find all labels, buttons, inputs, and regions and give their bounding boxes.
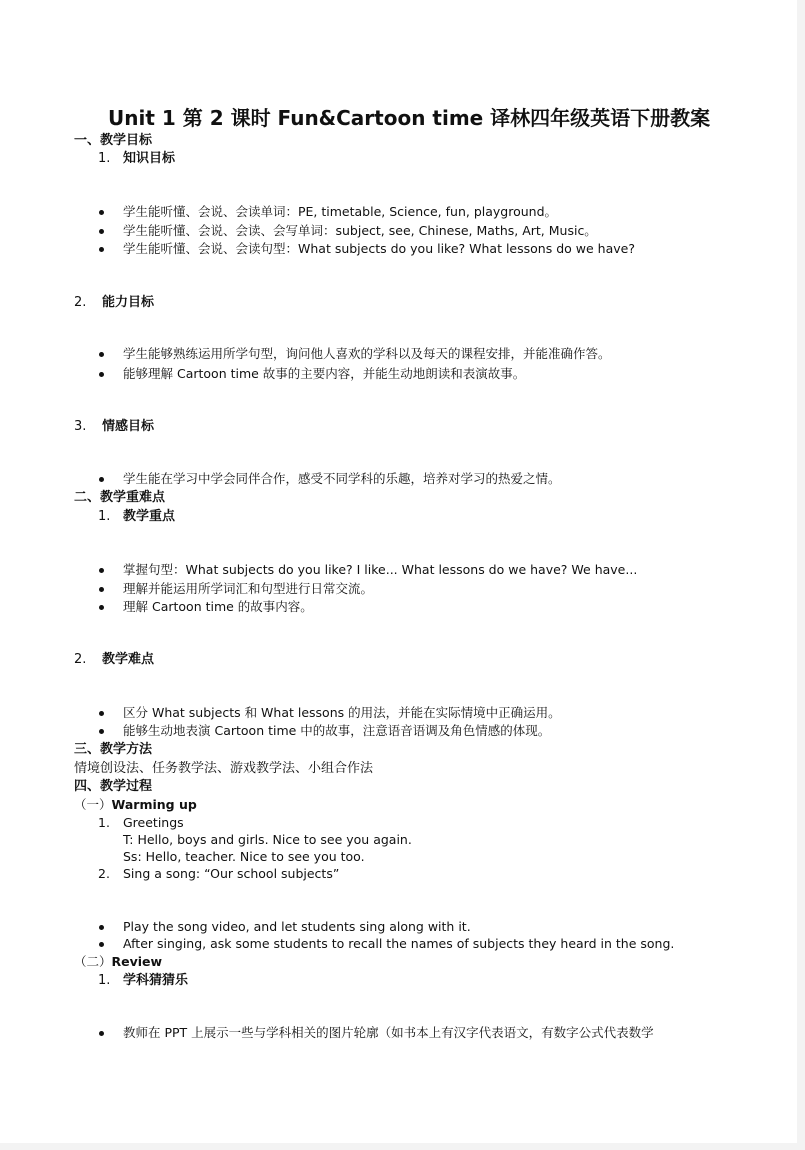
bullet-icon	[99, 352, 104, 357]
list-number: 2.	[98, 866, 110, 881]
bullet-icon	[99, 477, 104, 482]
list-item: After singing, ask some students to recall the names of subjects they heard in the song.	[123, 936, 675, 951]
paragraph: 情境创设法、任务教学法、游戏教学法、小组合作法	[74, 761, 374, 776]
part-prefix: （二）	[74, 954, 112, 969]
list-item: 理解并能运用所学词汇和句型进行日常交流。	[123, 581, 374, 596]
part-heading	[74, 799, 197, 812]
list-item: 能够理解 Cartoon time 故事的主要内容，并能生动地朗读和表演故事。	[123, 366, 526, 381]
bullet-icon	[99, 942, 104, 947]
subsection-heading: 能力目标	[102, 295, 155, 310]
section-heading: 一、教学目标	[74, 133, 153, 148]
list-number: 1.	[98, 815, 110, 830]
list-number: 1.	[98, 509, 111, 524]
list-item: 教师在 PPT 上展示一些与学科相关的图片轮廓（如书本上有汉字代表语文，有数字公式代表数学	[123, 1025, 654, 1040]
bullet-icon	[99, 729, 104, 734]
dialog-line: Ss: Hello, teacher. Nice to see you too.	[123, 849, 365, 864]
list-item: 理解 Cartoon time 的故事内容。	[123, 599, 313, 614]
list-item: 学生能够熟练运用所学句型，询问他人喜欢的学科以及每天的课程安排，并能准确作答。	[123, 346, 611, 361]
list-item: 学生能听懂、会说、会读单词：PE, timetable, Science, fun, playground。	[123, 204, 558, 219]
bullet-icon	[99, 925, 104, 930]
list-number: 1.	[98, 151, 111, 166]
bullet-icon	[99, 229, 104, 234]
subsection-heading: 教学重点	[123, 509, 176, 524]
part-label: Warming up	[111, 797, 197, 812]
bullet-icon	[99, 711, 104, 716]
list-number: 2.	[74, 295, 87, 310]
list-item: 学生能听懂、会说、会读、会写单词：subject, see, Chinese, Maths, Art, Music。	[123, 223, 597, 238]
bullet-icon	[99, 210, 104, 215]
list-item: Greetings	[123, 815, 184, 830]
section-heading: 四、教学过程	[74, 779, 153, 794]
subsection-heading: 教学难点	[102, 652, 155, 667]
list-number: 2.	[74, 652, 87, 667]
bullet-icon	[99, 587, 104, 592]
list-item: 能够生动地表演 Cartoon time 中的故事，注意语音语调及角色情感的体现。	[123, 723, 551, 738]
section-heading: 二、教学重难点	[74, 490, 166, 505]
bullet-icon	[99, 1031, 104, 1036]
document-title: Unit 1 第 2 课时 Fun&Cartoon time 译林四年级英语下册教案	[108, 106, 711, 130]
subsection-heading: 学科猜猜乐	[123, 973, 189, 988]
list-number: 1.	[98, 973, 111, 988]
list-item: 区分 What subjects 和 What lessons 的用法，并能在实际情境中正确运用。	[123, 705, 561, 720]
list-item: 掌握句型：What subjects do you like? I like... What lessons do we have? We have...	[123, 562, 638, 577]
subsection-heading: 情感目标	[102, 419, 155, 434]
bullet-icon	[99, 247, 104, 252]
section-heading: 三、教学方法	[74, 742, 153, 757]
part-prefix: （一）	[74, 797, 112, 812]
list-item: 学生能在学习中学会同伴合作，感受不同学科的乐趣，培养对学习的热爱之情。	[123, 471, 561, 486]
part-heading	[74, 956, 162, 969]
list-number: 3.	[74, 419, 87, 434]
list-item: Play the song video, and let students sing along with it.	[123, 919, 471, 934]
bullet-icon	[99, 568, 104, 573]
list-item: Sing a song: “Our school subjects”	[123, 866, 340, 881]
part-label: Review	[111, 954, 163, 969]
bullet-icon	[99, 605, 104, 610]
bullet-icon	[99, 372, 104, 377]
dialog-line: T: Hello, boys and girls. Nice to see you again.	[123, 832, 412, 847]
list-item: 学生能听懂、会说、会读句型：What subjects do you like? What lessons do we have?	[123, 241, 635, 256]
subsection-heading: 知识目标	[123, 151, 176, 166]
